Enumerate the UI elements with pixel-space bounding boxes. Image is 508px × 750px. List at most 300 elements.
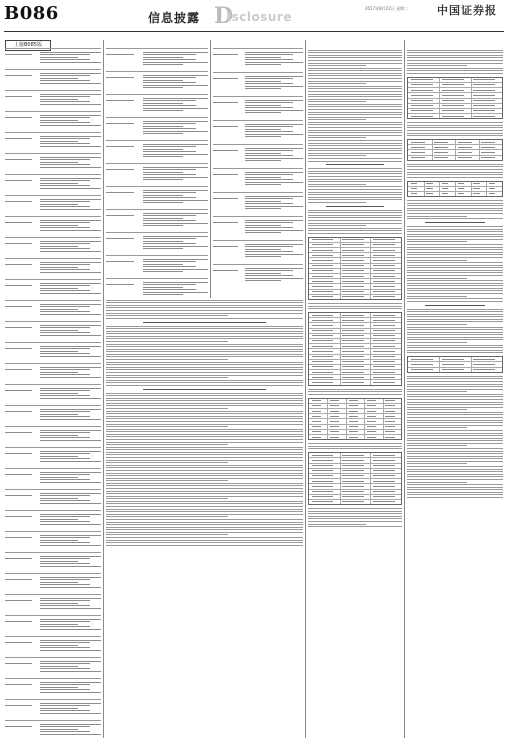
text-line bbox=[143, 197, 197, 198]
text-line bbox=[407, 254, 503, 255]
text-line bbox=[407, 301, 503, 302]
text-line bbox=[40, 542, 90, 543]
text-line bbox=[5, 705, 32, 706]
text-line bbox=[5, 96, 32, 97]
table-row bbox=[5, 363, 101, 385]
text-line bbox=[308, 212, 402, 213]
text-line bbox=[245, 196, 303, 197]
text-line bbox=[40, 264, 90, 265]
text-line bbox=[308, 88, 402, 89]
text-line bbox=[40, 269, 90, 270]
text-line bbox=[407, 309, 503, 310]
text-line bbox=[407, 461, 503, 462]
text-line bbox=[143, 75, 208, 76]
table-row bbox=[5, 447, 101, 469]
text-line bbox=[106, 465, 303, 466]
text-line bbox=[40, 327, 90, 328]
text-line bbox=[40, 52, 101, 53]
text-line bbox=[106, 454, 303, 455]
text-line bbox=[245, 110, 303, 111]
text-line bbox=[407, 469, 503, 470]
text-line bbox=[308, 192, 402, 193]
row-detail bbox=[40, 638, 101, 652]
text-line bbox=[407, 399, 503, 400]
text-line bbox=[40, 435, 78, 436]
financial-table bbox=[308, 312, 402, 386]
text-line bbox=[245, 100, 303, 101]
text-line bbox=[245, 184, 281, 185]
table-row bbox=[5, 573, 101, 595]
text-line bbox=[106, 123, 134, 124]
text-line bbox=[407, 484, 503, 485]
text-line bbox=[40, 180, 90, 181]
text-line bbox=[40, 535, 101, 536]
text-line bbox=[106, 529, 303, 530]
text-line bbox=[407, 298, 503, 299]
text-line bbox=[308, 199, 402, 200]
text-line bbox=[106, 511, 303, 512]
text-line bbox=[308, 197, 402, 198]
table-row bbox=[106, 255, 208, 279]
table-row bbox=[106, 94, 208, 118]
text-line bbox=[308, 135, 402, 136]
text-line bbox=[40, 419, 101, 420]
text-line bbox=[40, 248, 90, 249]
text-line bbox=[308, 127, 402, 128]
text-line bbox=[40, 115, 101, 116]
text-line bbox=[40, 80, 90, 81]
text-line bbox=[5, 579, 32, 580]
text-line bbox=[245, 86, 303, 87]
text-line bbox=[143, 54, 197, 55]
text-line bbox=[106, 436, 303, 437]
text-line bbox=[143, 126, 183, 127]
text-line bbox=[308, 55, 402, 56]
financial-table bbox=[407, 77, 503, 120]
text-line bbox=[106, 467, 303, 468]
text-line bbox=[143, 62, 208, 63]
text-line bbox=[407, 391, 467, 392]
text-line bbox=[40, 605, 90, 606]
text-line bbox=[40, 440, 101, 441]
text-line bbox=[245, 126, 292, 127]
text-line bbox=[143, 167, 208, 168]
text-line bbox=[5, 537, 32, 538]
text-line bbox=[40, 416, 90, 417]
text-line bbox=[308, 394, 402, 395]
text-line bbox=[5, 285, 32, 286]
text-line bbox=[407, 453, 503, 454]
financial-table bbox=[308, 398, 402, 441]
text-line bbox=[407, 474, 503, 475]
text-line bbox=[106, 434, 303, 435]
text-line bbox=[308, 119, 366, 120]
text-line bbox=[106, 534, 228, 535]
text-line bbox=[40, 726, 90, 727]
text-line bbox=[106, 498, 228, 499]
text-line bbox=[40, 348, 90, 349]
text-line bbox=[40, 430, 101, 431]
text-line bbox=[106, 516, 228, 517]
text-line bbox=[40, 458, 90, 459]
text-line bbox=[40, 461, 101, 462]
text-line bbox=[40, 201, 90, 202]
text-line bbox=[308, 225, 366, 226]
row-name bbox=[5, 472, 38, 476]
text-line bbox=[308, 140, 402, 141]
text-line bbox=[308, 104, 402, 105]
text-line bbox=[245, 105, 281, 106]
text-line bbox=[407, 342, 467, 343]
text-line bbox=[407, 280, 503, 281]
text-line bbox=[245, 179, 292, 180]
text-line bbox=[40, 183, 78, 184]
row-detail bbox=[40, 386, 101, 400]
table-row bbox=[5, 111, 101, 133]
text-line bbox=[407, 386, 503, 387]
text-line bbox=[40, 83, 101, 84]
announcement-text-column-1 bbox=[308, 48, 402, 744]
row-detail bbox=[40, 176, 101, 190]
text-line bbox=[106, 100, 134, 101]
table-row bbox=[213, 264, 303, 289]
text-line bbox=[407, 164, 503, 165]
text-line bbox=[143, 174, 197, 175]
row-detail bbox=[245, 98, 303, 115]
text-line bbox=[106, 346, 303, 347]
text-line bbox=[245, 198, 292, 199]
row-name bbox=[5, 136, 38, 140]
text-line bbox=[308, 161, 402, 162]
text-line bbox=[106, 483, 303, 484]
text-line bbox=[407, 427, 467, 428]
text-line bbox=[143, 100, 197, 101]
text-line bbox=[40, 645, 78, 646]
text-line bbox=[308, 65, 366, 66]
text-line bbox=[143, 128, 197, 129]
text-line bbox=[40, 222, 90, 223]
text-line bbox=[407, 288, 503, 289]
text-line bbox=[407, 278, 467, 279]
text-line bbox=[40, 353, 90, 354]
table-row bbox=[5, 720, 101, 742]
text-line bbox=[308, 448, 402, 449]
column-divider bbox=[305, 40, 306, 738]
row-detail bbox=[245, 218, 303, 235]
row-name bbox=[106, 190, 141, 194]
text-line bbox=[40, 498, 78, 499]
text-line bbox=[40, 713, 101, 714]
text-line bbox=[40, 209, 101, 210]
text-line bbox=[40, 251, 101, 252]
text-line bbox=[407, 265, 503, 266]
table-row bbox=[5, 321, 101, 343]
text-line bbox=[106, 310, 303, 311]
text-line bbox=[40, 120, 78, 121]
fund-table-column-3 bbox=[213, 48, 303, 298]
text-line bbox=[407, 438, 503, 439]
text-line bbox=[40, 178, 101, 179]
text-line bbox=[407, 402, 503, 403]
text-line bbox=[407, 239, 503, 240]
text-line bbox=[40, 451, 101, 452]
text-line bbox=[407, 329, 503, 330]
text-line bbox=[308, 94, 402, 95]
text-line bbox=[407, 226, 503, 227]
section-heading bbox=[143, 322, 265, 323]
text-line bbox=[40, 582, 78, 583]
section-title-en-initial: D bbox=[214, 3, 234, 29]
row-detail bbox=[40, 302, 101, 316]
text-line bbox=[106, 491, 303, 492]
text-line bbox=[40, 629, 101, 630]
text-line bbox=[143, 82, 197, 83]
text-line bbox=[143, 200, 208, 201]
text-line bbox=[245, 81, 281, 82]
text-line bbox=[407, 200, 503, 201]
dateline: 2017年8月22日 星期二 bbox=[365, 6, 409, 11]
row-name bbox=[5, 682, 38, 686]
text-line bbox=[308, 148, 402, 149]
table-row bbox=[309, 435, 401, 439]
text-line bbox=[407, 345, 503, 346]
text-line bbox=[40, 514, 101, 515]
text-line bbox=[143, 133, 183, 134]
text-line bbox=[106, 442, 303, 443]
text-line bbox=[40, 388, 101, 389]
text-line bbox=[106, 411, 303, 412]
text-line bbox=[40, 624, 78, 625]
text-line bbox=[106, 408, 228, 409]
text-line bbox=[40, 332, 90, 333]
text-line bbox=[40, 230, 101, 231]
text-line bbox=[143, 103, 183, 104]
text-line bbox=[5, 243, 32, 244]
text-line bbox=[40, 563, 90, 564]
text-line bbox=[106, 385, 303, 386]
row-name bbox=[5, 493, 38, 497]
row-name bbox=[5, 283, 38, 287]
text-line bbox=[5, 348, 32, 349]
table-row bbox=[5, 216, 101, 238]
text-line bbox=[308, 99, 402, 100]
text-line bbox=[245, 230, 303, 231]
text-line bbox=[40, 500, 90, 501]
text-line bbox=[106, 457, 303, 458]
text-line bbox=[308, 526, 402, 527]
text-line bbox=[245, 256, 281, 257]
row-detail bbox=[143, 188, 208, 205]
text-line bbox=[407, 177, 503, 178]
text-line bbox=[40, 558, 90, 559]
row-detail bbox=[143, 211, 208, 228]
text-line bbox=[245, 52, 303, 53]
text-line bbox=[40, 608, 101, 609]
text-line bbox=[407, 316, 503, 317]
table-row bbox=[5, 510, 101, 532]
text-line bbox=[106, 354, 303, 355]
text-line bbox=[407, 272, 503, 273]
text-line bbox=[106, 475, 303, 476]
text-line bbox=[143, 121, 208, 122]
text-line bbox=[143, 284, 197, 285]
text-line bbox=[40, 474, 90, 475]
row-name bbox=[213, 52, 244, 56]
text-line bbox=[5, 54, 32, 55]
text-line bbox=[40, 117, 90, 118]
text-line bbox=[407, 394, 503, 395]
text-line bbox=[213, 174, 238, 175]
text-line bbox=[143, 289, 197, 290]
text-line bbox=[40, 524, 101, 525]
financial-table bbox=[308, 237, 402, 300]
text-line bbox=[308, 117, 402, 118]
row-detail bbox=[40, 344, 101, 358]
text-line bbox=[106, 77, 134, 78]
text-line bbox=[245, 160, 281, 161]
text-line bbox=[106, 418, 303, 419]
row-name bbox=[5, 262, 38, 266]
text-line bbox=[245, 54, 292, 55]
text-line bbox=[143, 57, 183, 58]
text-line bbox=[308, 389, 402, 390]
text-line bbox=[106, 449, 303, 450]
table-row bbox=[5, 405, 101, 427]
text-line bbox=[143, 146, 197, 147]
row-detail bbox=[40, 512, 101, 526]
text-line bbox=[40, 453, 90, 454]
text-line bbox=[407, 430, 503, 431]
text-line bbox=[40, 101, 90, 102]
text-line bbox=[40, 304, 101, 305]
text-line bbox=[407, 252, 503, 253]
page-number: B086 bbox=[4, 3, 59, 24]
row-detail bbox=[143, 280, 208, 297]
section-title-en bbox=[214, 5, 310, 27]
text-line bbox=[40, 159, 90, 160]
text-line bbox=[407, 350, 503, 351]
text-line bbox=[407, 267, 503, 268]
row-name bbox=[5, 577, 38, 581]
table-row bbox=[106, 71, 208, 95]
row-detail bbox=[143, 73, 208, 90]
text-line bbox=[5, 180, 32, 181]
text-line bbox=[40, 603, 78, 604]
text-line bbox=[143, 151, 197, 152]
table-row bbox=[5, 300, 101, 322]
text-line bbox=[40, 584, 90, 585]
text-line bbox=[40, 57, 78, 58]
text-line bbox=[407, 389, 503, 390]
text-line bbox=[245, 172, 303, 173]
text-line bbox=[40, 59, 90, 60]
text-line bbox=[40, 143, 90, 144]
text-line bbox=[308, 68, 402, 69]
text-line bbox=[143, 236, 208, 237]
text-line bbox=[40, 162, 78, 163]
text-line bbox=[40, 377, 101, 378]
table-row bbox=[106, 140, 208, 164]
table-row bbox=[5, 594, 101, 616]
text-line bbox=[143, 294, 183, 295]
text-line bbox=[245, 174, 292, 175]
text-line bbox=[106, 313, 303, 314]
text-line bbox=[106, 382, 303, 383]
text-line bbox=[143, 177, 208, 178]
text-line bbox=[407, 433, 503, 434]
text-line bbox=[40, 472, 101, 473]
text-line bbox=[40, 164, 90, 165]
text-line bbox=[245, 78, 292, 79]
text-line bbox=[106, 302, 303, 303]
text-line bbox=[245, 59, 292, 60]
text-line bbox=[407, 166, 503, 167]
text-line bbox=[106, 488, 303, 489]
text-line bbox=[5, 327, 32, 328]
text-line bbox=[40, 671, 101, 672]
text-line bbox=[143, 261, 197, 262]
text-line bbox=[308, 194, 402, 195]
text-line bbox=[245, 88, 281, 89]
text-line bbox=[106, 460, 303, 461]
text-line bbox=[407, 169, 503, 170]
text-line bbox=[308, 223, 402, 224]
text-line bbox=[407, 68, 503, 69]
text-line bbox=[106, 519, 303, 520]
text-line bbox=[5, 117, 32, 118]
text-line bbox=[40, 141, 78, 142]
row-detail bbox=[143, 234, 208, 251]
text-line bbox=[245, 155, 292, 156]
text-line bbox=[407, 174, 503, 175]
text-line bbox=[106, 169, 134, 170]
text-line bbox=[106, 444, 228, 445]
text-line bbox=[407, 247, 503, 248]
text-line bbox=[308, 155, 366, 156]
table-row bbox=[213, 240, 303, 265]
text-line bbox=[143, 190, 208, 191]
text-line bbox=[5, 516, 32, 517]
row-name bbox=[106, 121, 141, 125]
text-line bbox=[407, 417, 503, 418]
text-line bbox=[5, 411, 32, 412]
text-line bbox=[40, 99, 78, 100]
text-line bbox=[106, 328, 303, 329]
text-line bbox=[106, 447, 303, 448]
text-line bbox=[40, 243, 90, 244]
text-line bbox=[407, 339, 503, 340]
text-line bbox=[407, 448, 503, 449]
text-line bbox=[407, 337, 503, 338]
text-line bbox=[308, 446, 402, 447]
table-row bbox=[309, 500, 401, 504]
text-line bbox=[308, 173, 402, 174]
row-detail bbox=[40, 428, 101, 442]
text-line bbox=[5, 222, 32, 223]
text-line bbox=[106, 493, 303, 494]
text-line bbox=[308, 132, 402, 133]
row-name bbox=[106, 236, 141, 240]
text-line bbox=[213, 222, 238, 223]
text-line bbox=[40, 325, 101, 326]
text-line bbox=[5, 201, 32, 202]
text-line bbox=[407, 127, 503, 128]
text-line bbox=[407, 494, 503, 495]
continued-from-tag: 上接B085版 bbox=[5, 40, 51, 51]
text-line bbox=[40, 73, 101, 74]
text-line bbox=[40, 621, 90, 622]
row-name bbox=[5, 430, 38, 434]
